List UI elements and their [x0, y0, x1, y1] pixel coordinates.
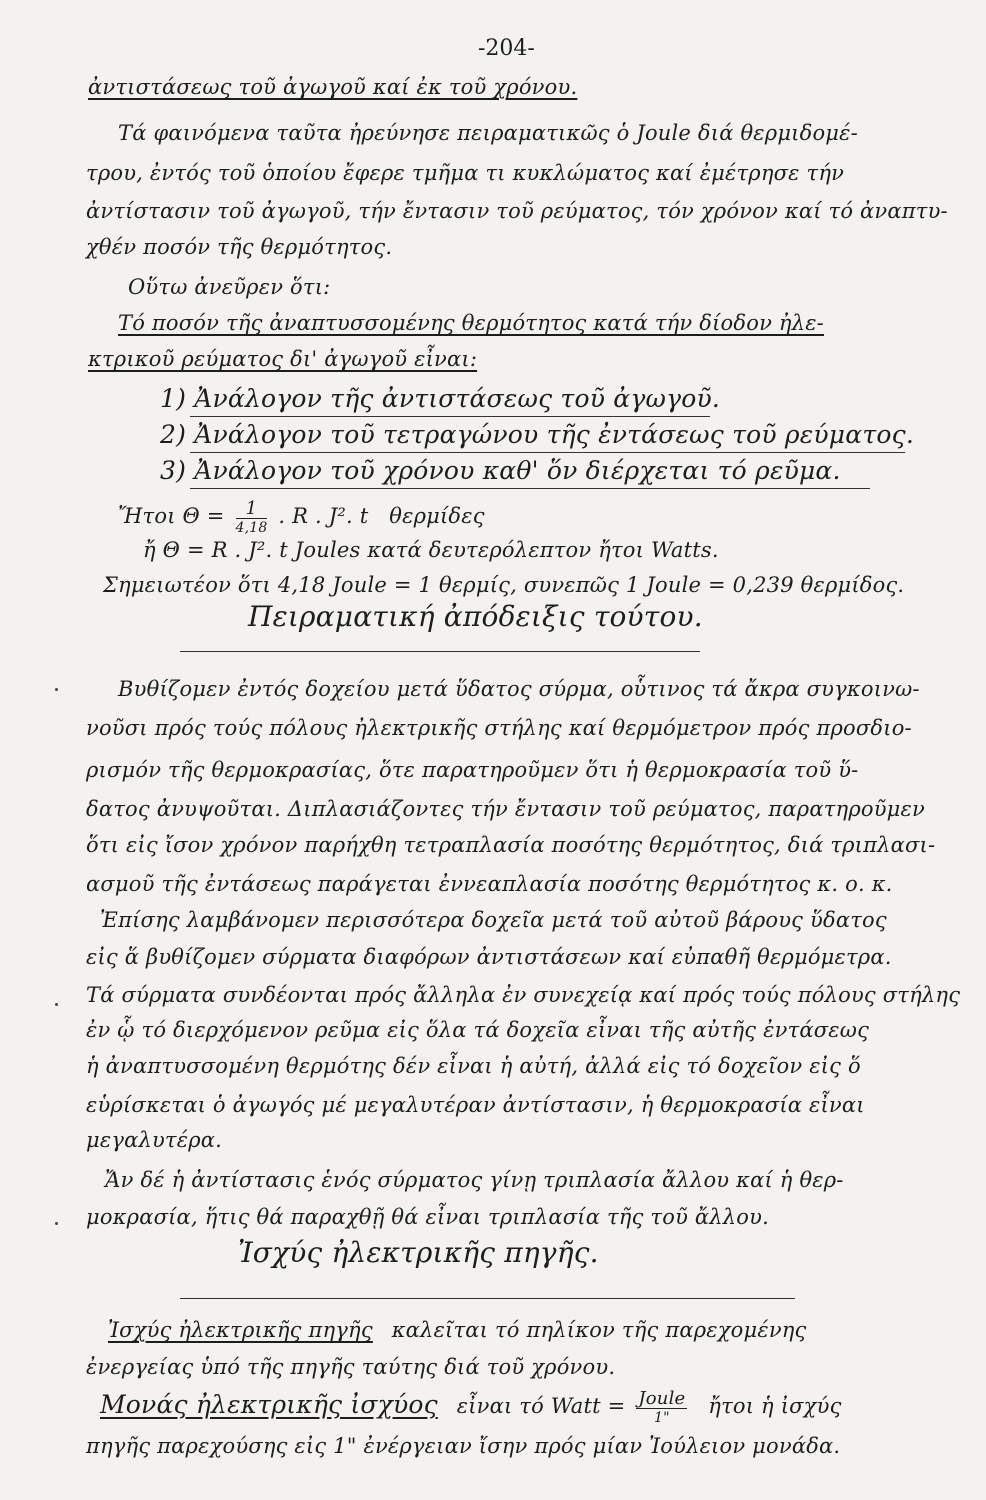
body-line-15: μοκρασία, ἥτις θά παραχθῇ θά εἶναι τριπλασία τῆς τοῦ ἄλλου.: [86, 1205, 769, 1229]
line-2: Τά φαινόμενα ταῦτα ἠρεύνησε πειραματικῶς ὁ Joule διά θερμιδομέ-: [118, 121, 858, 145]
body-line-3: ρισμόν τῆς θερμοκρασίας, ὅτε παρατηροῦμεν ὅτι ἡ θερμοκρασία τοῦ ὕ-: [86, 758, 859, 782]
body-line-13: μεγαλυτέρα.: [86, 1128, 223, 1152]
law-statement-1: Τό ποσόν τῆς ἀναπτυσσομένης θερμότητος κατά τήν δίοδον ἠλε-: [118, 311, 824, 335]
margin-dot-3: [55, 1222, 58, 1225]
rule-item-1: [190, 416, 710, 417]
formula-1-prefix: Ἤτοι Θ =: [118, 504, 225, 528]
definition-2: [100, 1390, 842, 1425]
body-line-9: Τά σύρματα συνδέονται πρός ἄλληλα ἐν συνεχείᾳ καί πρός τούς πόλους στήλης: [86, 983, 961, 1007]
body-line-5: ὅτι εἰς ἴσον χρόνον παρήχθη τετραπλασία ποσότης θερμότητος, διά τριπλασι-: [86, 833, 936, 857]
margin-dot-1: [55, 688, 58, 691]
definition-1: [108, 1320, 807, 1341]
definition-2-line-2: πηγῆς παρεχούσης εἰς 1" ἐνέργειαν ἴσην πρός μίαν Ἰούλειον μονάδα.: [86, 1434, 841, 1458]
line-3: τρου, ἐντός τοῦ ὁποίου ἔφερε τμῆμα τι κυκλώματος καί ἐμέτρησε τήν: [86, 161, 845, 185]
law-item-3: 3) Ἀνάλογον τοῦ χρόνου καθ' ὅν διέρχεται τό ρεῦμα.: [160, 456, 841, 485]
margin-dot-2: [55, 1003, 58, 1006]
line-4: ἀντίστασιν τοῦ ἀγωγοῦ, τήν ἔντασιν τοῦ ρεύματος, τόν χρόνον καί τό ἀναπτυ-: [86, 199, 948, 223]
formula-1-numerator: 1: [236, 500, 268, 519]
formula-1-body: . R . J². t: [278, 504, 369, 528]
law-item-2: 2) Ἀνάλογον τοῦ τετραγώνου τῆς ἐντάσεως τοῦ ρεύματος.: [160, 420, 914, 449]
body-line-11: ἡ ἀναπτυσσομένη θερμότης δέν εἶναι ἡ αὐτή, ἀλλά εἰς τό δοχεῖον εἰς ὅ: [86, 1054, 861, 1078]
page-number: -204-: [478, 36, 535, 61]
body-line-2: νοῦσι πρός τούς πόλους ἠλεκτρικῆς στήλης καί θερμόμετρον πρός προσδιο-: [86, 716, 912, 740]
line-5: χθέν ποσόν τῆς θερμότητος.: [86, 235, 393, 259]
body-line-10: ἐν ᾧ τό διερχόμενον ρεῦμα εἰς ὅλα τά δοχεῖα εἶναι τῆς αὐτῆς ἐντάσεως: [86, 1018, 870, 1042]
definition-2-rest: ἤτοι ἡ ἰσχύς: [708, 1394, 842, 1418]
definition-1-rest: καλεῖται τό πηλίκον τῆς παρεχομένης: [391, 1318, 807, 1342]
body-line-14: Ἄν δέ ἡ ἀντίστασις ἑνός σύρματος γίνῃ τριπλασία ἄλλου καί ἡ θερ-: [105, 1168, 844, 1192]
body-line-12: εὑρίσκεται ὁ ἀγωγός μέ μεγαλυτέραν ἀντίστασιν, ἡ θερμοκρασία εἶναι: [86, 1093, 865, 1117]
line-1: ἀντιστάσεως τοῦ ἀγωγοῦ καί ἐκ τοῦ χρόνου.: [88, 75, 578, 99]
definition-1-term: Ἰσχύς ἠλεκτρικῆς πηγῆς: [108, 1318, 373, 1342]
rule-item-2: [190, 452, 905, 453]
heading-power: Ἰσχύς ἠλεκτρικῆς πηγῆς.: [238, 1236, 599, 1269]
body-line-8: εἰς ἅ βυθίζομεν σύρματα διαφόρων ἀντιστάσεων καί εὐπαθῆ θερμόμετρα.: [86, 945, 892, 969]
body-line-1: Βυθίζομεν ἐντός δοχείου μετά ὕδατος σύρμα, οὗτινος τά ἄκρα συγκοινω-: [118, 677, 920, 701]
body-line-6: ασμοῦ τῆς ἐντάσεως παράγεται ἐννεαπλασία ποσότης θερμότητος κ. ο. κ.: [86, 872, 893, 896]
definition-2-term: Μονάς ἠλεκτρικῆς ἰσχύος: [100, 1390, 438, 1419]
formula-2: ἤ Θ = R . J². t Joules κατά δευτερόλεπτον ἤτοι Watts.: [143, 538, 719, 562]
law-statement-2: κτρικοῦ ρεύματος δι' ἀγωγοῦ εἶναι:: [88, 347, 478, 371]
body-line-4: δατος ἀνυψοῦται. Διπλασιάζοντες τήν ἔντασιν τοῦ ρεύματος, παρατηροῦμεν: [86, 797, 925, 821]
rule-heading-1: [180, 651, 700, 652]
definition-2-numerator: Joule: [638, 1388, 686, 1409]
definition-2-mid: εἶναι τό Watt =: [456, 1394, 626, 1418]
rule-heading-2: [180, 1298, 795, 1299]
formula-1-unit: θερμίδες: [389, 504, 485, 528]
rule-item-3: [190, 488, 870, 489]
definition-1-line-2: ἐνεργείας ὑπό τῆς πηγῆς ταύτης διά τοῦ χρόνου.: [86, 1355, 616, 1379]
note-line: Σημειωτέον ὅτι 4,18 Joule = 1 θερμίς, συνεπῶς 1 Joule = 0,239 θερμίδος.: [103, 573, 905, 597]
formula-1: [118, 500, 485, 535]
body-line-7: Ἐπίσης λαμβάνομεν περισσότερα δοχεῖα μετά τοῦ αὐτοῦ βάρους ὕδατος: [100, 908, 887, 932]
formula-1-fraction: [236, 500, 268, 535]
formula-1-denominator: 4,18: [235, 520, 268, 536]
law-item-1: 1) Ἀνάλογον τῆς ἀντιστάσεως τοῦ ἀγωγοῦ.: [160, 384, 721, 413]
definition-2-fraction: [636, 1390, 687, 1425]
heading-experiment: Πειραματική ἀπόδειξις τούτου.: [248, 600, 703, 633]
definition-2-denominator: 1": [654, 1410, 670, 1426]
line-6: Οὕτω ἀνεῦρεν ὅτι:: [128, 275, 331, 299]
